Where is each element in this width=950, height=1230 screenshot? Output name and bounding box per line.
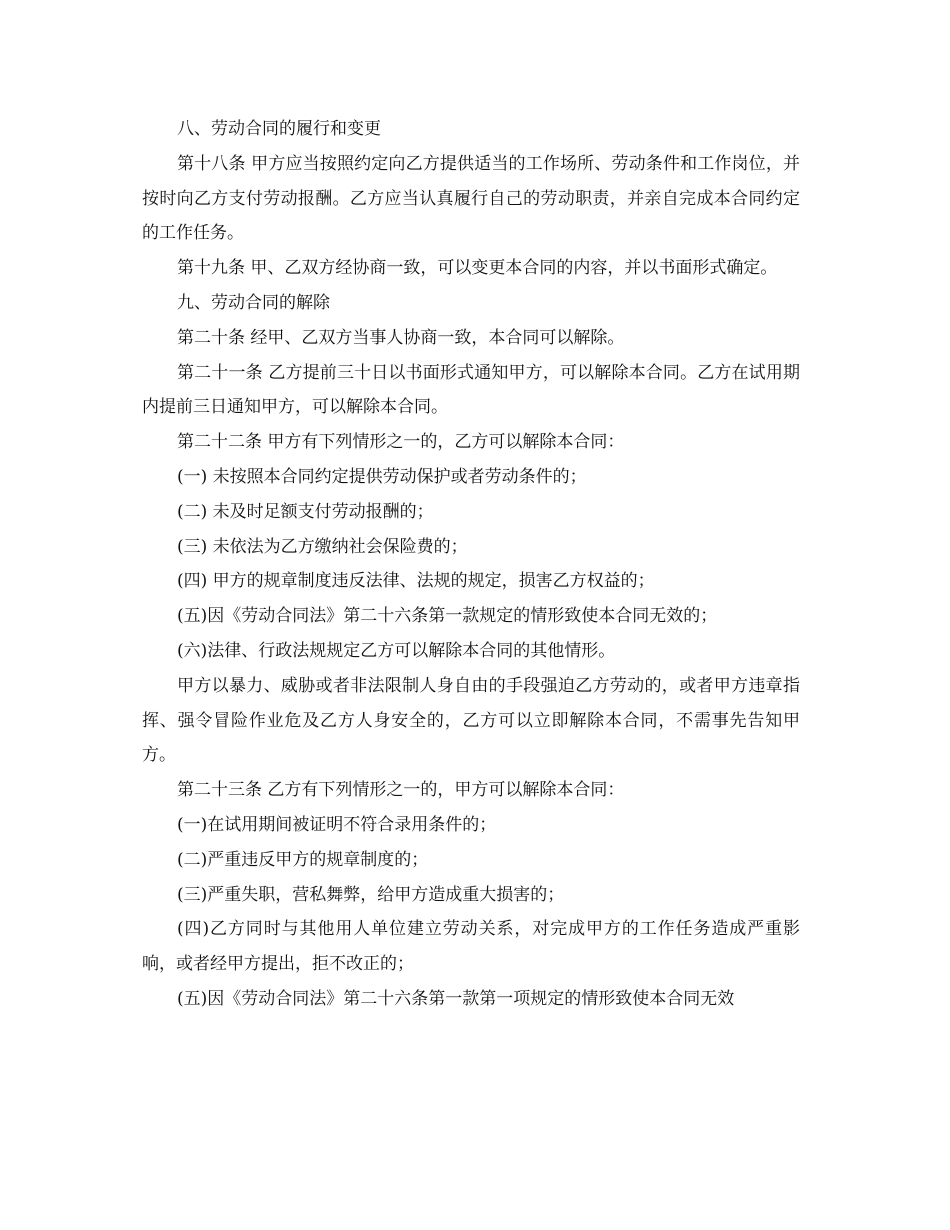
article-22-item: (六)法律、行政法规规定乙方可以解除本合同的其他情形。 xyxy=(177,640,616,661)
article-21: 第二十一条 乙方提前三十日以书面形式通知甲方，可以解除本合同。乙方在试用期内提前三日通知甲方，可以解除本合同。 xyxy=(142,362,800,418)
article-22-intro: 第二十二条 甲方有下列情形之一的，乙方可以解除本合同： xyxy=(177,432,625,453)
article-23-item: (三)严重失职，营私舞弊，给甲方造成重大损害的； xyxy=(177,884,565,905)
document-body xyxy=(142,112,800,1017)
article-23-item: (二)严重违反甲方的规章制度的； xyxy=(177,849,429,870)
article-18: 第十八条 甲方应当按照约定向乙方提供适当的工作场所、劳动条件和工作岗位，并按时向乙方支付劳动报酬。乙方应当认真履行自己的劳动职责，并亲自完成本合同约定的工作任务。 xyxy=(142,153,800,244)
article-22-item: (五)因《劳动合同法》第二十六条第一款规定的情形致使本合同无效的； xyxy=(177,606,718,627)
article-22-item: (一) 未按照本合同约定提供劳动保护或者劳动条件的； xyxy=(177,466,587,487)
article-22-item: (三) 未依法为乙方缴纳社会保险费的； xyxy=(177,536,468,557)
article-23-item: (一)在试用期间被证明不符合录用条件的； xyxy=(177,814,497,835)
section-8-heading: 八、劳动合同的履行和变更 xyxy=(177,119,381,139)
article-22-item: (二) 未及时足额支付劳动报酬的； xyxy=(177,501,434,522)
article-19: 第十九条 甲、乙双方经协商一致，可以变更本合同的内容，并以书面形式确定。 xyxy=(177,258,778,279)
article-22-item: (四) 甲方的规章制度违反法律、法规的规定，损害乙方权益的； xyxy=(177,571,655,592)
article-23-item: (五)因《劳动合同法》第二十六条第一款第一项规定的情形致使本合同无效 xyxy=(177,988,735,1009)
article-22-extra: 甲方以暴力、威胁或者非法限制人身自由的手段强迫乙方劳动的，或者甲方违章指挥、强令冒险作业危及乙方人身安全的，乙方可以立即解除本合同，不需事先告知甲方。 xyxy=(142,675,800,766)
article-23-item: (四)乙方同时与其他用人单位建立劳动关系，对完成甲方的工作任务造成严重影响，或者经甲方提出，拒不改正的； xyxy=(142,919,800,975)
section-9-heading: 九、劳动合同的解除 xyxy=(177,292,330,313)
article-23-intro: 第二十三条 乙方有下列情形之一的，甲方可以解除本合同： xyxy=(177,780,625,801)
article-20: 第二十条 经甲、乙双方当事人协商一致，本合同可以解除。 xyxy=(177,327,625,348)
